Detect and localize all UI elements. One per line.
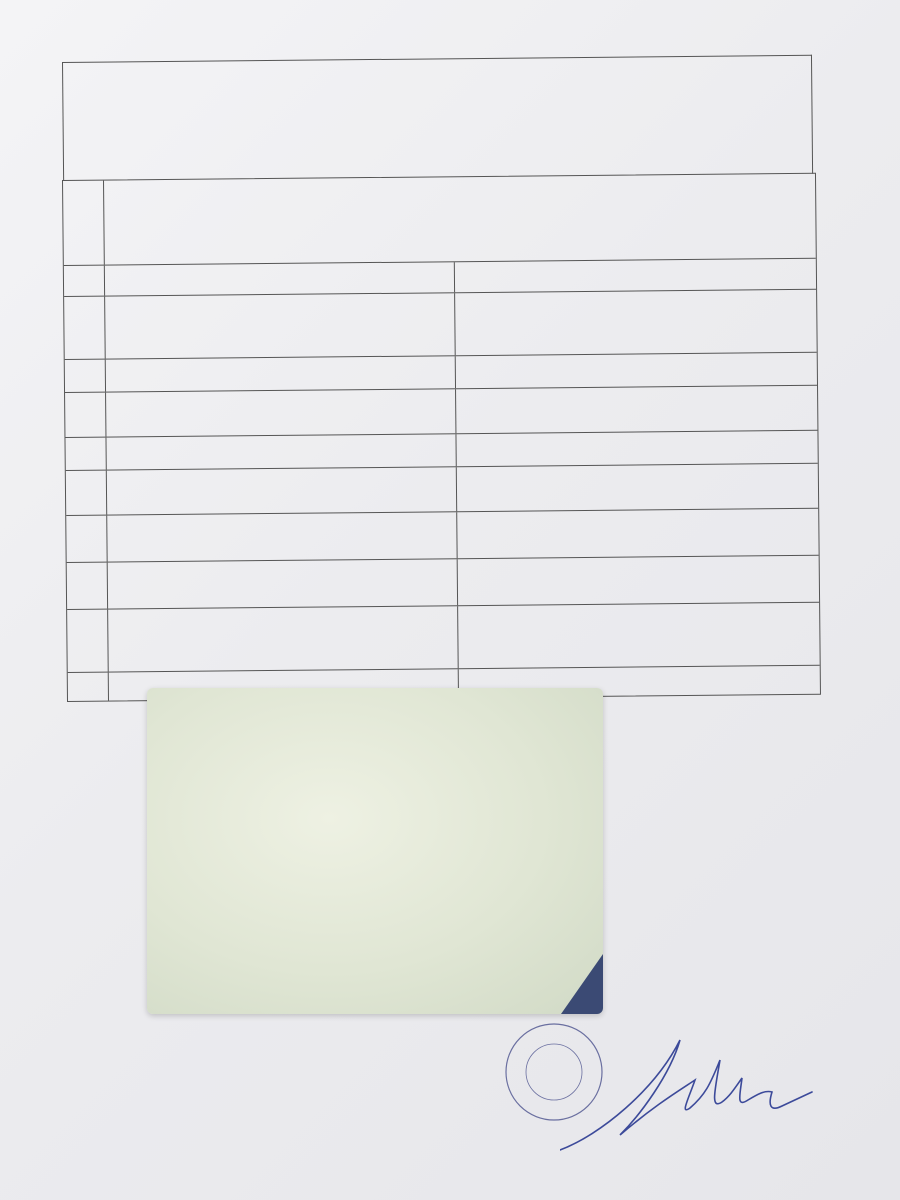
certificate-table — [62, 173, 821, 702]
row-value-issuer — [458, 603, 820, 668]
barcode — [76, 1046, 372, 1088]
card-corner-mark — [561, 954, 603, 1014]
table-row-registration — [64, 290, 817, 360]
row-label — [105, 293, 456, 358]
row-value-inspection — [456, 353, 817, 388]
row-number — [68, 673, 109, 701]
certificate-number-line — [105, 228, 816, 235]
document-header — [62, 55, 813, 181]
row-label — [108, 559, 458, 608]
row-value-category — [456, 431, 817, 466]
testing-center-number — [464, 607, 813, 610]
row-value-odometer — [456, 386, 817, 433]
certificate-title-row — [63, 174, 816, 266]
row-number — [67, 610, 109, 672]
certificate-title — [104, 186, 815, 193]
row-label — [107, 512, 457, 561]
table-row-deficiencies — [66, 464, 818, 516]
row-label — [108, 606, 459, 671]
inspector-signature — [560, 1020, 820, 1160]
row-number — [66, 471, 107, 515]
country-code — [63, 181, 105, 265]
row-number — [65, 360, 106, 392]
row-number — [66, 516, 107, 562]
row-value-vin — [455, 259, 816, 292]
table-row-next-test — [67, 556, 819, 610]
row-number — [64, 297, 106, 359]
certificate-title-en — [104, 206, 815, 213]
row-value-plate — [455, 290, 817, 355]
row-number — [67, 563, 108, 609]
row-number — [64, 266, 105, 296]
row-number — [65, 393, 106, 437]
row-label — [107, 467, 457, 514]
row-label — [106, 356, 456, 391]
table-row-odometer — [65, 386, 817, 438]
table-row-result — [66, 509, 818, 563]
row-label — [105, 262, 455, 295]
row-value-next-test — [458, 556, 819, 605]
table-row-issuer — [67, 603, 820, 673]
inspector-certificate-number — [464, 607, 813, 610]
certificate-title-cell — [104, 174, 816, 265]
row-label — [106, 389, 456, 436]
row-value-deficiencies — [457, 464, 818, 511]
row-value-result — [457, 509, 818, 558]
row-number — [65, 438, 106, 470]
row-label — [106, 434, 456, 469]
registration-card — [147, 688, 603, 1014]
country-title-en — [63, 106, 811, 113]
country-title — [63, 86, 811, 93]
